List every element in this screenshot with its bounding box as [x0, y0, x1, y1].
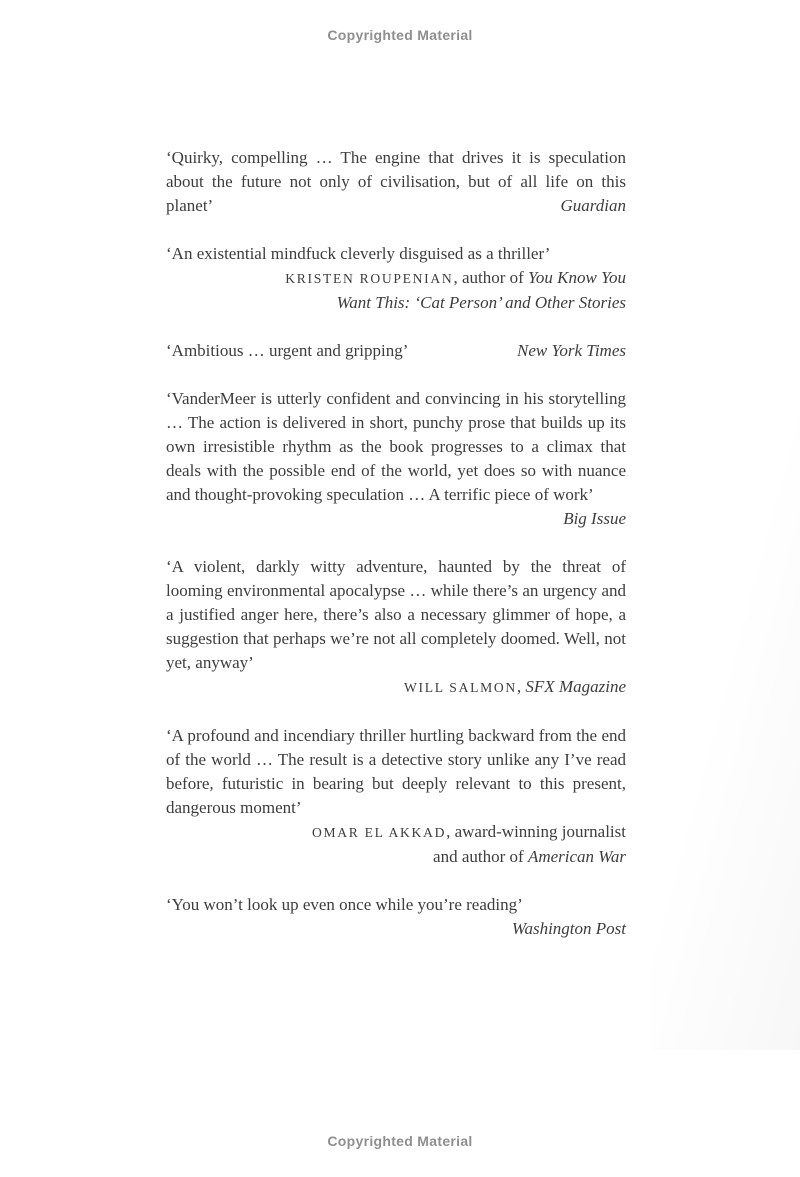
quote-text [166, 339, 626, 363]
review-quote [166, 339, 626, 363]
quote-body: ‘Ambitious … urgent and gripping’ [166, 341, 409, 360]
attribution-segment: WILL SALMON [403, 680, 517, 695]
quote-text [166, 893, 626, 917]
copyright-notice-top: Copyrighted Material [327, 27, 473, 43]
quote-text [166, 242, 626, 266]
quote-attribution [166, 917, 626, 941]
attribution-segment: American War [527, 847, 626, 866]
quote-body: ‘Quirky, compelling … The engine that drives it is speculation about the future not only of civilisation, but of all life on this planet’ [166, 148, 626, 215]
quote-body: ‘You won’t look up even once while you’re reading’ [166, 895, 523, 914]
quote-body: ‘A violent, darkly witty adventure, haunted by the threat of looming environmental apocalypse … while there’s an urgency and a justified anger here, there’s also a necessary glimmer of hope, a suggestion that perhaps we’re not all completely doomed. Well, not yet, anyway’ [166, 557, 626, 672]
review-quote [166, 724, 626, 869]
review-quote [166, 242, 626, 315]
attribution-segment: , [516, 677, 526, 696]
quote-body: ‘VanderMeer is utterly confident and convincing in his storytelling … The action is delivered in short, punchy prose that builds up its own irresistible rhythm as the book progresses to a climax that deals with the possible end of the world, yet does so with nuance and thought-provoking speculation … A terrific piece of work’ [166, 389, 626, 504]
copyright-notice-bottom: Copyrighted Material [327, 1133, 473, 1149]
quote-text [166, 724, 626, 820]
attribution-segment: SFX Magazine [525, 677, 626, 696]
quote-body: ‘An existential mindfuck cleverly disguised as a thriller’ [166, 244, 551, 263]
quote-body: ‘A profound and incendiary thriller hurtling backward from the end of the world … The result is a detective story unlike any I’ve read before, futuristic in bearing but deeply relevant to this present, dangerous moment’ [166, 726, 626, 817]
quote-attribution [166, 675, 626, 700]
quote-text [166, 555, 626, 675]
attribution-segment: You Know You [528, 268, 626, 287]
review-quote [166, 146, 626, 218]
review-quote [166, 555, 626, 700]
attribution-segment: KRISTEN ROUPENIAN [285, 271, 454, 286]
attribution-segment: Washington Post [511, 919, 626, 938]
review-quote [166, 387, 626, 531]
attribution-line [166, 845, 626, 869]
attribution-segment: and author of [433, 847, 528, 866]
quote-text [166, 387, 626, 531]
quote-source: New York Times [517, 341, 626, 360]
attribution-line [166, 291, 626, 315]
attribution-line [166, 820, 626, 845]
attribution-segment: , author of [453, 268, 529, 287]
quote-source: Guardian [560, 196, 626, 215]
attribution-line [166, 266, 626, 291]
quote-attribution [166, 266, 626, 315]
attribution-segment: Want This: ‘Cat Person’ and Other Stories [336, 293, 626, 312]
attribution-segment: , award-winning journalist [446, 822, 626, 841]
attribution-line [166, 917, 626, 941]
attribution-line [166, 675, 626, 700]
quote-text [166, 146, 626, 218]
quote-attribution [166, 820, 626, 869]
review-quote [166, 893, 626, 941]
praise-quotes-section [166, 146, 626, 965]
attribution-segment: OMAR EL AKKAD [311, 825, 447, 840]
quote-source: Big Issue [563, 509, 626, 528]
